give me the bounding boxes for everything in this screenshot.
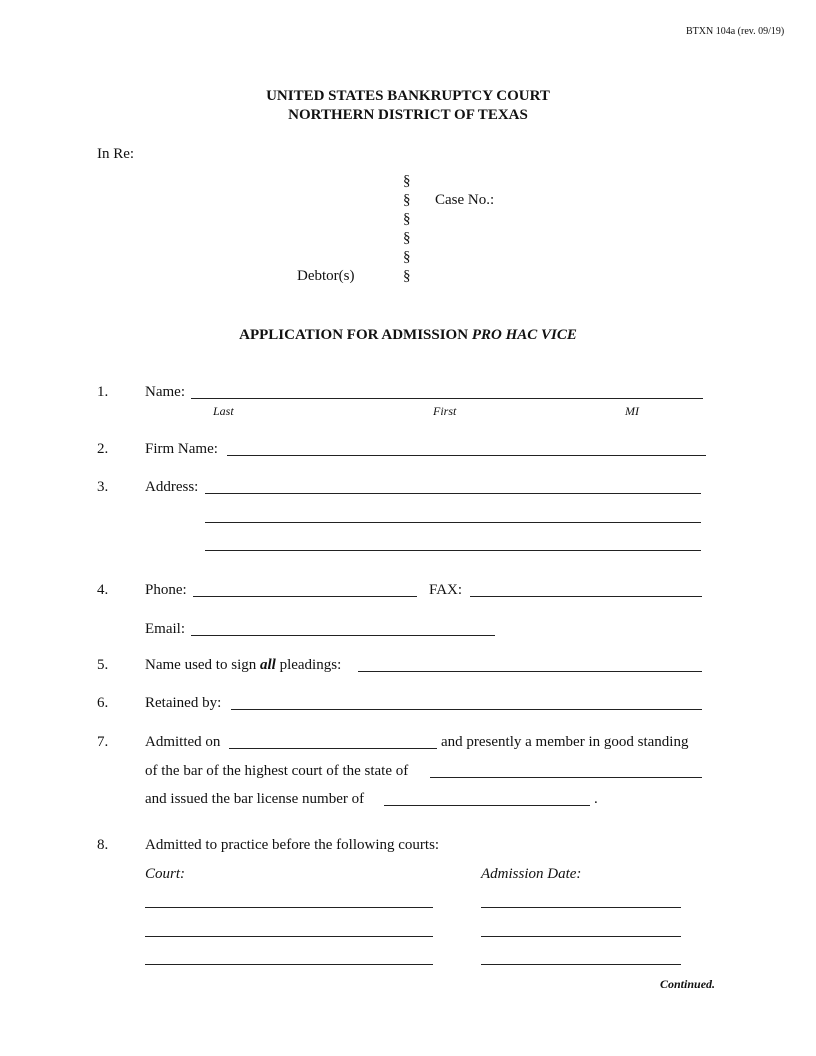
court-name: UNITED STATES BANKRUPTCY COURT bbox=[266, 88, 550, 104]
admission-date-field-2[interactable] bbox=[481, 936, 681, 937]
item-number: 5. bbox=[97, 657, 109, 673]
address-label: Address: bbox=[145, 479, 199, 495]
address-field-line-3[interactable] bbox=[205, 550, 701, 551]
admitted-on-label: Admitted on bbox=[145, 734, 221, 750]
name-label: Name: bbox=[145, 384, 185, 400]
phone-label: Phone: bbox=[145, 582, 187, 598]
item-number: 3. bbox=[97, 479, 109, 495]
item-number: 1. bbox=[97, 384, 109, 400]
admission-date-column-header: Admission Date: bbox=[481, 866, 582, 882]
continued-note: Continued. bbox=[660, 977, 716, 991]
item-number: 2. bbox=[97, 441, 109, 457]
section-mark: § bbox=[403, 230, 411, 246]
item-number: 8. bbox=[97, 837, 109, 853]
item-number: 7. bbox=[97, 734, 109, 750]
court-column-header: Court: bbox=[145, 866, 186, 882]
address-field-line-2[interactable] bbox=[205, 522, 701, 523]
fax-label: FAX: bbox=[429, 582, 463, 598]
document-title: APPLICATION FOR ADMISSION PRO HAC VICE bbox=[239, 327, 577, 343]
form-id: BTXN 104a (rev. 09/19) bbox=[686, 26, 785, 37]
phone-field[interactable] bbox=[193, 596, 417, 597]
name-sublabel-mi: MI bbox=[625, 404, 639, 418]
firm-name-label: Firm Name: bbox=[145, 441, 218, 457]
bar-license-label: and issued the bar license number of bbox=[145, 791, 365, 807]
email-label: Email: bbox=[145, 621, 185, 637]
email-field[interactable] bbox=[191, 635, 495, 636]
admission-date-field-3[interactable] bbox=[481, 964, 681, 965]
section-mark: § bbox=[403, 192, 411, 208]
in-re-label: In Re: bbox=[97, 146, 135, 162]
admission-date-field-1[interactable] bbox=[481, 907, 681, 908]
bar-license-field[interactable] bbox=[384, 805, 590, 806]
admitted-on-field[interactable] bbox=[229, 748, 437, 749]
name-field[interactable] bbox=[191, 398, 703, 399]
case-number-label: Case No.: bbox=[435, 192, 495, 208]
section-mark: § bbox=[403, 173, 411, 189]
debtor-label: Debtor(s) bbox=[297, 268, 355, 284]
period: . bbox=[594, 791, 598, 807]
signing-name-field[interactable] bbox=[358, 671, 702, 672]
address-field-line-1[interactable] bbox=[205, 493, 701, 494]
section-mark: § bbox=[403, 249, 411, 265]
court-field-2[interactable] bbox=[145, 936, 433, 937]
item-number: 6. bbox=[97, 695, 109, 711]
court-field-1[interactable] bbox=[145, 907, 433, 908]
good-standing-text: and presently a member in good standing bbox=[441, 734, 689, 750]
item-number: 4. bbox=[97, 582, 109, 598]
retained-by-label: Retained by: bbox=[145, 695, 222, 711]
bar-state-label: of the bar of the highest court of the state of bbox=[145, 763, 409, 779]
bar-state-field[interactable] bbox=[430, 777, 702, 778]
section-mark: § bbox=[403, 211, 411, 227]
name-sublabel-first: First bbox=[433, 404, 457, 418]
firm-name-field[interactable] bbox=[227, 455, 706, 456]
court-field-3[interactable] bbox=[145, 964, 433, 965]
courts-label: Admitted to practice before the following courts: bbox=[145, 837, 440, 853]
fax-field[interactable] bbox=[470, 596, 702, 597]
signing-name-label: Name used to sign all pleadings: bbox=[145, 657, 342, 673]
name-sublabel-last: Last bbox=[213, 404, 234, 418]
section-mark: § bbox=[403, 268, 411, 284]
court-district: NORTHERN DISTRICT OF TEXAS bbox=[288, 107, 528, 123]
retained-by-field[interactable] bbox=[231, 709, 702, 710]
